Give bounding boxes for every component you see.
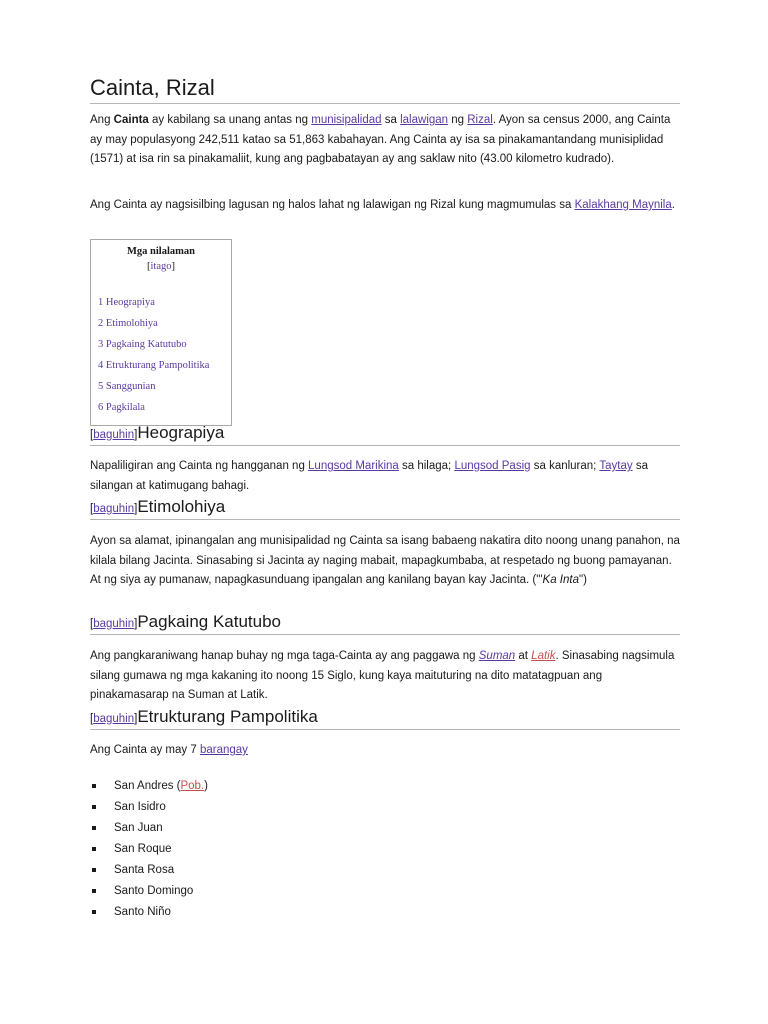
list-item: San Juan [90, 818, 208, 839]
toc-item[interactable] [98, 397, 231, 418]
toc-hide-link[interactable]: itago [150, 261, 172, 272]
link-kalakhang-maynila[interactable]: Kalakhang Maynila [574, 199, 672, 211]
toc-link-politika[interactable]: 4 Etrukturang Pampolitika [98, 360, 210, 371]
intro-paragraph-1: Ang Cainta ay kabilang sa unang antas ng munisipalidad sa lalawigan ng Rizal. Ayon sa census 2000, ang Cainta ay may populasyong 242,511 katao sa 51,863 kabahayan. Ang Cainta ay isa sa pinakamantandang munisiplidad (1571) at isa rin sa pinakamaliit, kung ang pagbabatayan ay ang saklaw nito (43.00 kilometro kudrado). [90, 114, 671, 165]
list-item: Santa Rosa [90, 860, 208, 881]
link-lungsod-pasig[interactable]: Lungsod Pasig [454, 460, 531, 472]
section-heading-etimolohiya [90, 497, 680, 520]
bullet-icon [92, 784, 96, 788]
bullet-icon [92, 847, 96, 851]
toc-item[interactable] [98, 334, 231, 355]
link-pob[interactable]: Pob. [180, 780, 205, 792]
heading-text: Pagkaing Katutubo [137, 612, 282, 631]
pagkain-paragraph: Ang pangkaraniwang hanap buhay ng mga taga-Cainta ay ang paggawa ng Suman at Latik. Sinasabing nagsimula silang gumawa ng mga kakaning ito noong 15 Siglo, kung kaya maituturing na dito matatagpuan ang pinakamasarap na Suman at Latik. [90, 650, 675, 701]
edit-link: [baguhin] [90, 713, 138, 725]
edit-link: [baguhin] [90, 429, 138, 441]
politika-paragraph: Ang Cainta ay may 7 barangay [90, 744, 248, 756]
toc-item[interactable] [98, 292, 231, 313]
bullet-icon [92, 805, 96, 809]
section-heading-politika [90, 707, 680, 730]
link-munisipalidad[interactable]: munisipalidad [311, 114, 382, 126]
link-barangay[interactable]: barangay [199, 744, 248, 756]
heading-text: Etimolohiya [137, 497, 226, 516]
list-item: Santo Niño [90, 902, 208, 923]
bullet-icon [92, 910, 96, 914]
toc-link-pagkain[interactable]: 3 Pagkaing Katutubo [98, 339, 187, 350]
barangay-list [90, 776, 208, 923]
section-heading-pagkain [90, 612, 680, 635]
table-of-contents [90, 239, 232, 426]
bold-cainta: Cainta [113, 114, 149, 126]
heograpiya-paragraph: Napaliligiran ang Cainta ng hangganan ng Lungsod Marikina sa hilaga; Lungsod Pasig sa kanluran; Taytay sa silangan at katimugang bahagi. [90, 460, 648, 492]
italic-ka-inta: Ka Inta [542, 574, 579, 586]
toc-link-heograpiya[interactable]: 1 Heograpiya [98, 297, 155, 308]
link-rizal[interactable]: Rizal [467, 114, 493, 126]
bullet-icon [92, 826, 96, 830]
toc-item[interactable] [98, 376, 231, 397]
page-title: Cainta, Rizal [90, 74, 680, 104]
link-lungsod-marikina[interactable]: Lungsod Marikina [308, 460, 399, 472]
edit-link: [baguhin] [90, 618, 138, 630]
heading-text: Heograpiya [137, 423, 225, 442]
link-latik[interactable]: Latik [531, 650, 556, 662]
edit-link: [baguhin] [90, 503, 138, 515]
list-item: San Andres (Pob.) [90, 776, 208, 797]
heading-text: Etrukturang Pampolitika [137, 707, 318, 726]
toc-link-pagkilala[interactable]: 6 Pagkilala [98, 402, 145, 413]
toc-title: Mga nilalaman [127, 246, 195, 257]
bullet-icon [92, 868, 96, 872]
edit-button[interactable]: baguhin [93, 429, 135, 441]
etimolohiya-paragraph: Ayon sa alamat, ipinangalan ang munisipalidad ng Cainta sa isang babaeng nakatira dito noong unang panahon, na kilala bilang Jacinta. Sinasabing si Jacinta ay naging mabait, mapagkumbaba, at respetado ng buong pamayanan. At ng siya ay pumanaw, napagkasunduang ipangalan ang kanilang bayan kay Jacinta. ("'Ka Inta") [90, 535, 680, 586]
link-suman[interactable]: Suman [478, 650, 516, 662]
toc-item[interactable] [98, 313, 231, 334]
toc-item[interactable] [98, 355, 231, 376]
toc-list [98, 292, 231, 418]
list-item: Santo Domingo [90, 881, 208, 902]
list-item: San Roque [90, 839, 208, 860]
link-taytay[interactable]: Taytay [599, 460, 633, 472]
edit-button[interactable]: baguhin [93, 503, 135, 515]
bullet-icon [92, 889, 96, 893]
toc-link-etimolohiya[interactable]: 2 Etimolohiya [98, 318, 158, 329]
toc-link-sanggunian[interactable]: 5 Sanggunian [98, 381, 156, 392]
link-lalawigan[interactable]: lalawigan [400, 114, 449, 126]
intro-paragraph-2: Ang Cainta ay nagsisilbing lagusan ng halos lahat ng lalawigan ng Rizal kung magmumulas sa Kalakhang Maynila. [90, 199, 675, 211]
section-heading-heograpiya [90, 423, 680, 446]
toc-hide: [itago] [147, 261, 175, 272]
list-item: San Isidro [90, 797, 208, 818]
edit-button[interactable]: baguhin [93, 618, 135, 630]
edit-button[interactable]: baguhin [93, 713, 135, 725]
